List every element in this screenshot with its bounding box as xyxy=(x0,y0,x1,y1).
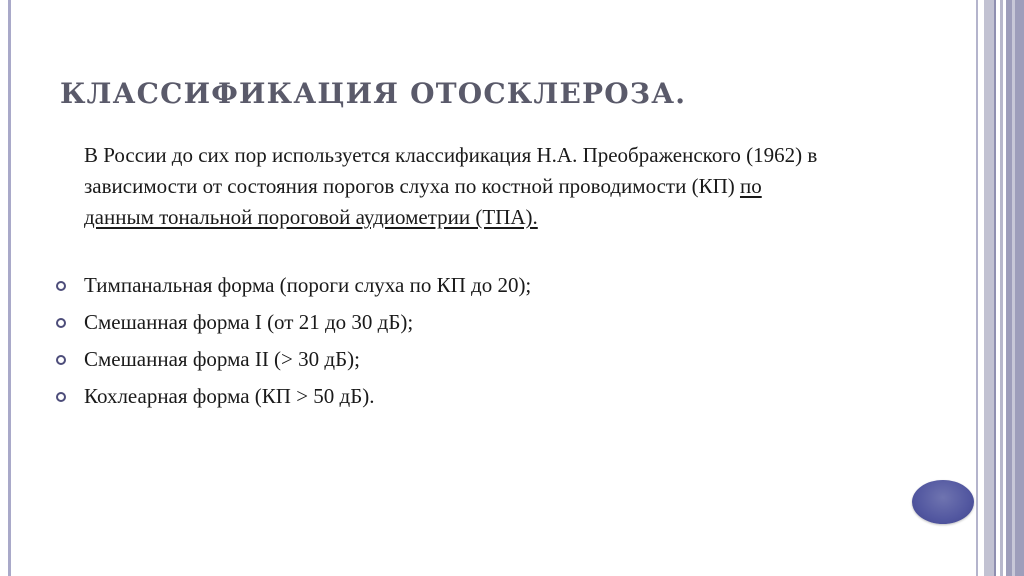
list-item-text: Смешанная форма I (от 21 до 30 дБ); xyxy=(84,310,414,334)
right-decorative-stripes xyxy=(976,0,1024,576)
intro-paragraph xyxy=(84,140,824,233)
stripe xyxy=(984,0,994,576)
circle-bullet-icon xyxy=(56,318,66,328)
list-item-text: Тимпанальная форма (пороги слуха по КП до 20); xyxy=(84,273,532,297)
stripe xyxy=(976,0,978,576)
circle-bullet-icon xyxy=(56,355,66,365)
slide-title: КЛАССИФИКАЦИЯ ОТОСКЛЕРОЗА. xyxy=(60,77,687,110)
list-item-text: Кохлеарная форма (КП > 50 дБ). xyxy=(84,384,375,408)
list-item xyxy=(56,270,531,307)
stripe xyxy=(1000,0,1003,576)
list-item xyxy=(56,344,531,381)
intro-text: В России до сих пор используется классификация Н.А. Преображенского (1962) в зависимости от состояния порогов слуха по костной проводимости (КП) xyxy=(84,143,818,198)
circle-bullet-icon xyxy=(56,392,66,402)
list-item-text: Смешанная форма II (> 30 дБ); xyxy=(84,347,360,371)
stripe xyxy=(1012,0,1015,576)
next-slide-button[interactable] xyxy=(912,480,974,524)
list-item xyxy=(56,381,531,418)
circle-bullet-icon xyxy=(56,281,66,291)
list-item xyxy=(56,307,531,344)
intro-underlined-text: по данным тональной пороговой аудиометрии (ТПА). xyxy=(84,174,762,229)
stripe xyxy=(1006,0,1024,576)
bullet-list xyxy=(56,270,531,418)
left-border-line xyxy=(8,0,11,576)
stripe xyxy=(994,0,996,576)
